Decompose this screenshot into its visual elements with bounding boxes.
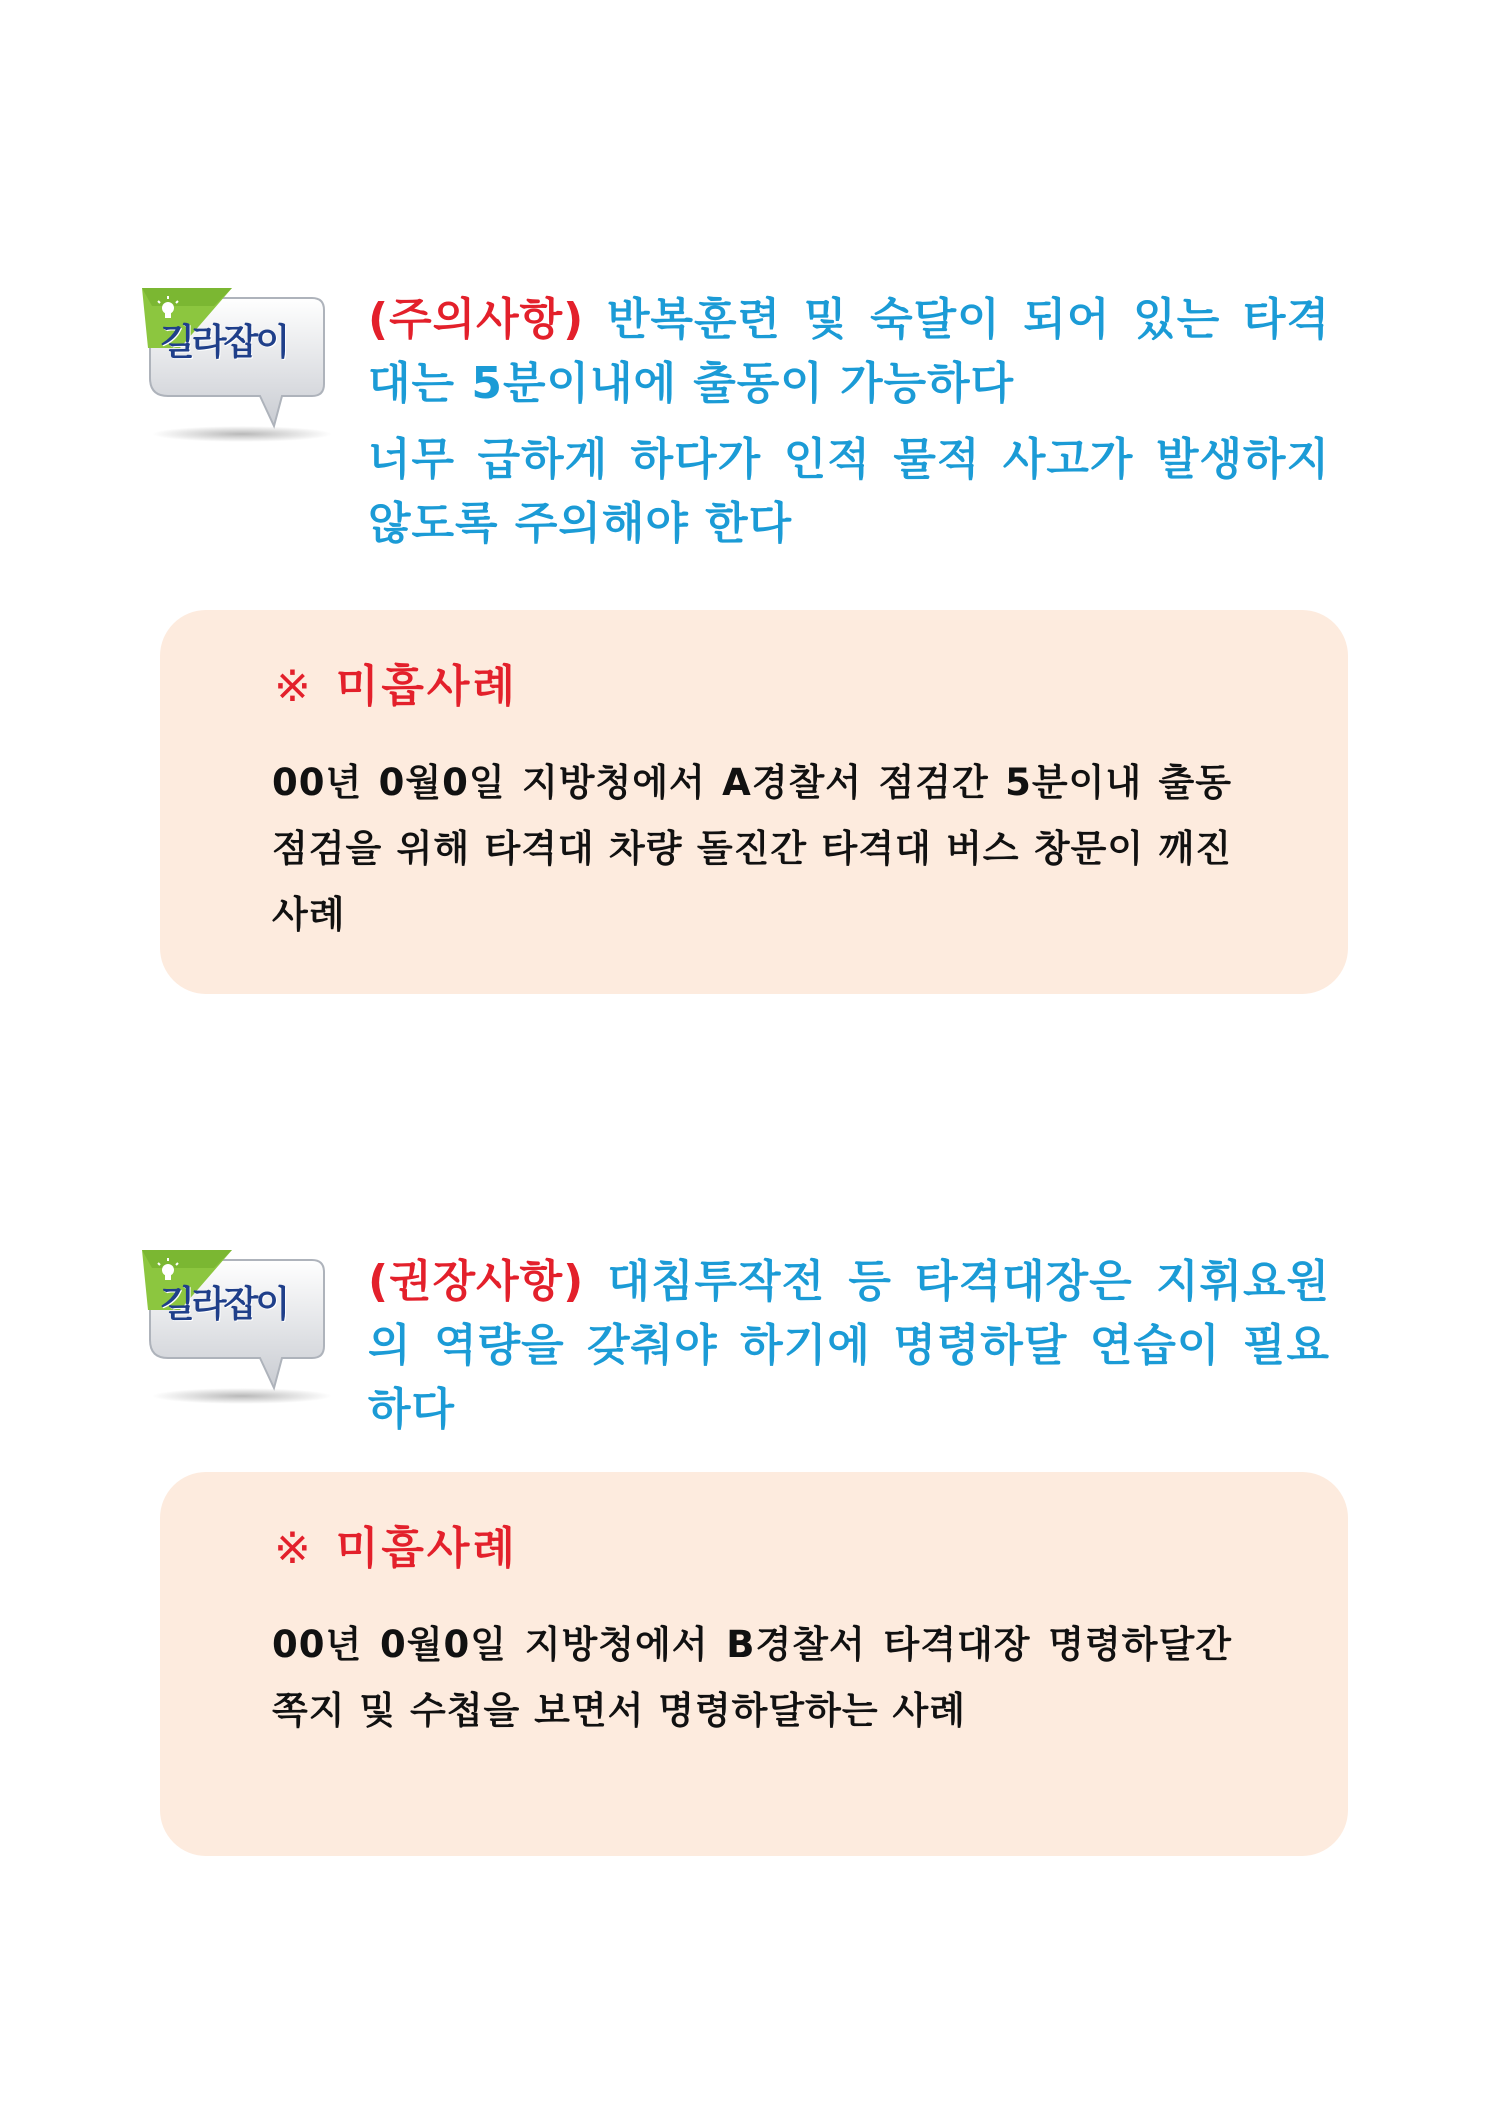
case-box bbox=[160, 1472, 1348, 1856]
recommendation-tag: (권장사항) bbox=[368, 1256, 585, 1307]
case-title-text: 미흡사례 bbox=[335, 661, 518, 712]
reference-mark-icon: ※ bbox=[274, 1523, 314, 1574]
badge-label: 길라잡이 bbox=[160, 322, 288, 363]
guide-badge bbox=[142, 284, 332, 444]
recommendation-text: 대침투작전 등 타격대장은 지휘요원의 역량을 갖춰야 하기에 명령하달 연습이 필요하다 bbox=[368, 1256, 1331, 1435]
reference-mark-icon: ※ bbox=[274, 661, 314, 712]
case-title-text: 미흡사례 bbox=[335, 1523, 518, 1574]
case-title bbox=[274, 650, 518, 714]
guide-badge bbox=[142, 1246, 332, 1406]
caution-text-2: 너무 급하게 하다가 인적 물적 사고가 발생하지 않도록 주의해야 한다 bbox=[368, 434, 1330, 549]
badge-label: 길라잡이 bbox=[160, 1284, 288, 1325]
case-body: 00년 0월0일 지방청에서 A경찰서 점검간 5분이내 출동점검을 위해 타격대 차량 돌진간 타격대 버스 창문이 깨진 사례 bbox=[272, 761, 1232, 936]
case-box bbox=[160, 610, 1348, 994]
caution-tag: (주의사항) bbox=[368, 294, 585, 345]
caution-tip bbox=[368, 288, 1330, 556]
caution-text: 반복훈련 및 숙달이 되어 있는 타격대는 5분이내에 출동이 가능하다 bbox=[368, 294, 1330, 409]
case-body: 00년 0월0일 지방청에서 B경찰서 타격대장 명령하달간 쪽지 및 수첩을 보면서 명령하달하는 사례 bbox=[272, 1623, 1232, 1732]
case-title bbox=[274, 1512, 518, 1576]
recommendation-tip bbox=[368, 1250, 1330, 1442]
